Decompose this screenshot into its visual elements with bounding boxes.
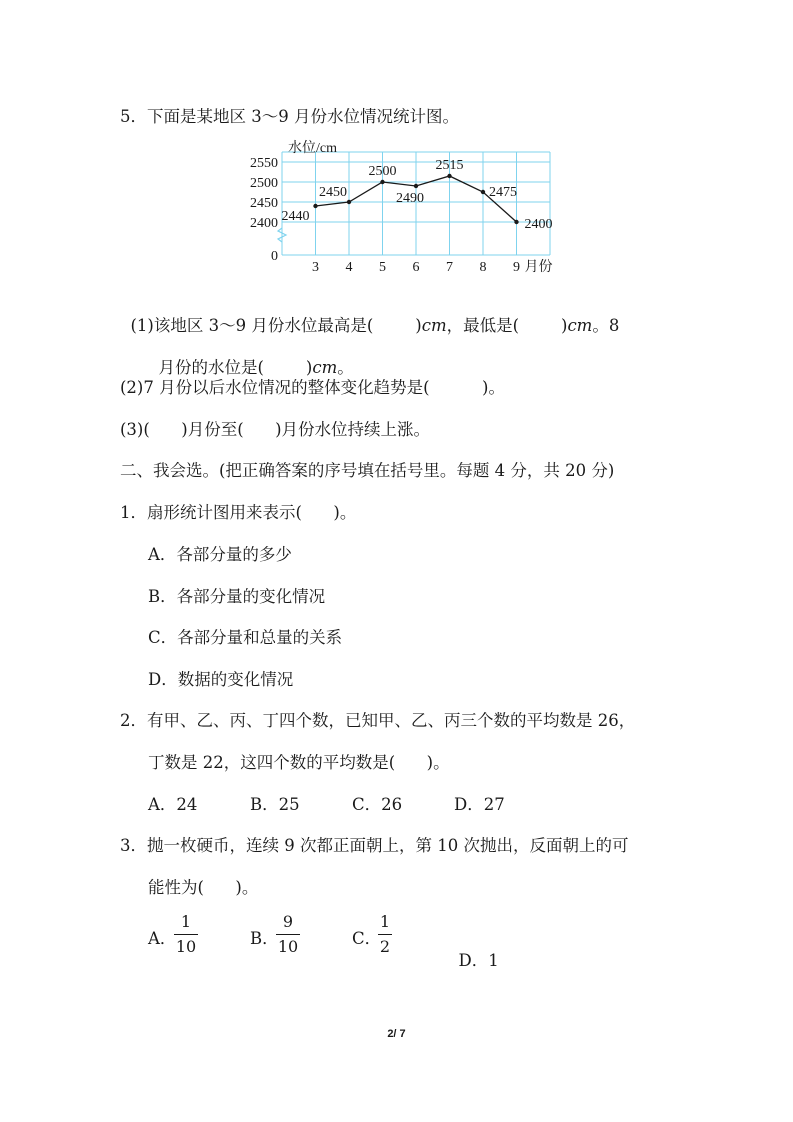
data-point	[313, 204, 317, 208]
x-tick-label: 4	[345, 260, 353, 275]
water-level-chart	[250, 140, 570, 280]
y-tick-label: 2450	[250, 196, 278, 211]
q2-option-c: C．26	[352, 795, 403, 814]
q3-option-d	[448, 928, 499, 972]
data-label: 2475	[489, 185, 517, 200]
q5-sub3: (3)( )月份至( )月份水位持续上涨。	[120, 420, 431, 439]
q3-option-a-letter: A．	[148, 929, 177, 948]
q3-stem-line2: 能性为( )。	[148, 878, 259, 897]
frac-den: 2	[379, 937, 391, 956]
frac-den: 10	[175, 937, 197, 956]
data-label: 2500	[368, 164, 397, 179]
q5-sub1-d: 月份的水位是( )	[158, 358, 313, 377]
frac-num: 9	[282, 912, 294, 931]
unit-cm-3: cm	[312, 358, 338, 377]
frac-bar	[378, 934, 392, 935]
frac-bar	[174, 934, 198, 935]
y-tick-label: 2550	[250, 156, 278, 171]
data-point	[347, 200, 351, 204]
q5-sub1-c: 。8	[592, 316, 620, 335]
q2-stem-line1: 2．有甲、乙、丙、丁四个数，已知甲、乙、丙三个数的平均数是 26，	[120, 711, 636, 730]
data-label: 2440	[281, 209, 310, 224]
q3-stem-line1: 3．抛一枚硬币，连续 9 次都正面朝上，第 10 次抛出，反面朝上的可	[120, 836, 629, 855]
q5-title: 5．下面是某地区 3～9 月份水位情况统计图。	[120, 107, 459, 126]
chart-svg	[250, 140, 570, 280]
q5-sub1-e: 。	[337, 358, 354, 377]
y-tick-label: 2400	[250, 216, 278, 231]
q5-sub1-line2	[148, 335, 354, 379]
y-axis-label: 水位/cm	[288, 141, 337, 156]
x-tick-label: 6	[412, 260, 420, 275]
q1-option-b: B．各部分量的变化情况	[148, 587, 326, 606]
y-tick-label: 2500	[250, 176, 278, 191]
frac-num: 1	[180, 912, 192, 931]
data-point	[481, 190, 485, 194]
q2-stem-line2: 丁数是 22，这四个数的平均数是( )。	[148, 753, 450, 772]
q1-option-d: D．数据的变化情况	[148, 670, 294, 689]
q2-option-b: B．25	[250, 795, 300, 814]
x-tick-label: 7	[446, 260, 453, 275]
section2-heading: 二、我会选。(把正确答案的序号填在括号里。每题 4 分，共 20 分)	[120, 461, 615, 480]
frac-num: 1	[379, 912, 391, 931]
q3-option-c-fraction	[378, 912, 392, 957]
y-origin-label: 0	[271, 249, 278, 264]
q3-option-b-fraction	[276, 912, 300, 957]
x-tick-label: 9	[513, 260, 520, 275]
unit-cm-1: cm	[421, 316, 447, 335]
q5-sub1-line1	[120, 293, 619, 337]
page-number: 2/ 7	[387, 1028, 406, 1040]
data-label: 2450	[319, 185, 347, 200]
q3-option-b-letter: B．	[250, 929, 279, 948]
frac-bar	[276, 934, 300, 935]
x-tick-label: 5	[379, 260, 386, 275]
q1-option-c: C．各部分量和总量的关系	[148, 628, 343, 647]
q1-option-a: A．各部分量的多少	[148, 545, 292, 564]
x-tick-label: 8	[479, 260, 487, 275]
data-point	[414, 184, 418, 188]
x-tick-label: 3	[312, 260, 319, 275]
q5-sub1-a: (1)该地区 3～9 月份水位最高是( )	[130, 316, 422, 335]
x-axis-label: 月份	[524, 260, 553, 275]
data-point	[514, 220, 518, 224]
q3-option-c-letter: C．	[352, 929, 382, 948]
q3-option-a-fraction	[174, 912, 198, 957]
data-point	[447, 174, 451, 178]
frac-den: 10	[277, 937, 299, 956]
q5-sub1-b: ，最低是( )	[446, 316, 568, 335]
q3-option-d-letter: D．	[458, 951, 489, 970]
q1-stem: 1．扇形统计图用来表示( )。	[120, 503, 357, 522]
data-point	[380, 180, 384, 184]
data-label: 2515	[435, 158, 464, 173]
data-label: 2400	[524, 217, 553, 232]
data-label: 2490	[396, 191, 424, 206]
unit-cm-2: cm	[567, 316, 593, 335]
q2-option-a: A．24	[148, 795, 198, 814]
q3-option-d-value: 1	[488, 951, 499, 970]
q2-option-d: D．27	[454, 795, 505, 814]
q5-sub2: (2)7 月份以后水位情况的整体变化趋势是( )。	[120, 378, 505, 397]
